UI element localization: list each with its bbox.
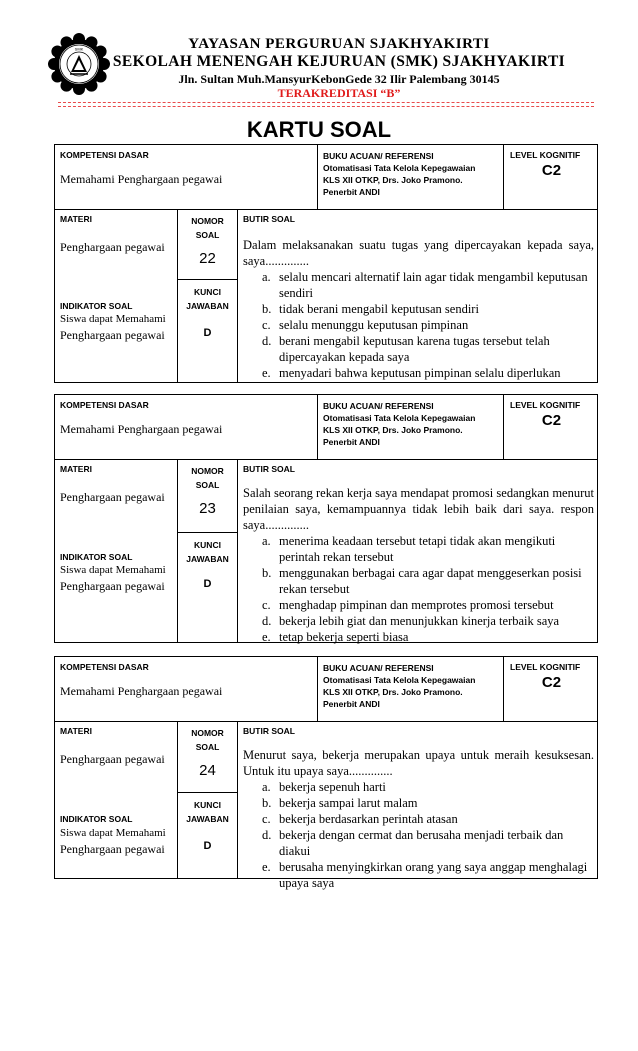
option-text: berusaha menyingkirkan orang yang saya anggap menghalagi upaya saya	[279, 860, 588, 890]
referensi-line: Penerbit ANDI	[323, 699, 380, 709]
kunci-jawaban-value: D	[203, 578, 212, 590]
option-letter: c.	[262, 812, 271, 826]
option-letter: c.	[262, 318, 271, 332]
level-kognitif-value: C2	[541, 674, 562, 691]
level-kognitif-value: C2	[541, 412, 562, 429]
kompetensi-dasar-label: KOMPETENSI DASAR	[60, 662, 149, 672]
answer-options	[262, 533, 594, 645]
nomor-label-line: SOAL	[195, 230, 220, 240]
materi-value: Penghargaan pegawai	[60, 490, 165, 504]
level-kognitif-value: C2	[541, 162, 562, 179]
option-text: menerima keadaan tersebut tetapi tidak akan mengikuti perintah rekan tersebut	[279, 534, 556, 564]
referensi	[323, 400, 475, 448]
header-divider	[58, 102, 594, 103]
nomor-label-line: SOAL	[195, 742, 220, 752]
butir-soal-label: BUTIR SOAL	[243, 214, 295, 224]
question-card	[54, 144, 598, 383]
materi-value: Penghargaan pegawai	[60, 240, 165, 254]
option-text: bekerja dengan cermat dan berusaha menjadi terbaik dan diakui	[279, 828, 564, 858]
materi-label: MATERI	[60, 464, 92, 474]
school-address: Jln. Sultan Muh.MansyurKebonGede 32 Ilir Palembang 30145	[178, 72, 500, 86]
kunci-jawaban-label	[178, 285, 237, 313]
indikator-line: Penghargaan pegawai	[60, 579, 165, 593]
referensi-line: Otomatisasi Tata Kelola Kepegawaian	[323, 163, 476, 173]
nomor-label-line: SOAL	[195, 480, 220, 490]
accreditation: TERAKREDITASI “B”	[277, 86, 401, 100]
referensi-line: KLS XII OTKP, Drs. Joko Pramono.	[323, 175, 463, 185]
kunci-label-line: JAWABAN	[186, 301, 229, 311]
answer-option	[262, 827, 594, 859]
referensi-line: Otomatisasi Tata Kelola Kepegawaian	[323, 675, 476, 685]
materi-label: MATERI	[60, 726, 92, 736]
kunci-jawaban-label	[178, 538, 237, 566]
nomor-soal-label	[178, 214, 237, 242]
referensi-label: BUKU ACUAN/ REFERENSI	[323, 151, 434, 161]
option-text: menghadap pimpinan dan memprotes promosi tersebut	[279, 598, 554, 612]
option-text: bekerja sampai larut malam	[279, 796, 418, 810]
cell-divider	[178, 279, 237, 280]
kompetensi-dasar-value: Memahami Penghargaan pegawai	[60, 422, 223, 436]
option-letter: b.	[262, 566, 272, 580]
option-letter: c.	[262, 598, 271, 612]
kompetensi-dasar-value: Memahami Penghargaan pegawai	[60, 684, 223, 698]
indikator-label: INDIKATOR SOAL	[60, 814, 133, 824]
option-letter: a.	[262, 270, 271, 284]
answer-option	[262, 597, 594, 613]
kunci-jawaban-value: D	[203, 840, 212, 852]
indikator-line: Siswa dapat Memahami	[60, 313, 166, 325]
option-text: bekerja berdasarkan perintah atasan	[279, 812, 458, 826]
answer-option	[262, 859, 594, 891]
school-name: SEKOLAH MENENGAH KEJURUAN (SMK) SJAKHYAKIRTI	[112, 53, 566, 70]
referensi-line: KLS XII OTKP, Drs. Joko Pramono.	[323, 687, 463, 697]
option-letter: e.	[262, 366, 271, 380]
option-text: selalu menunggu keputusan pimpinan	[279, 318, 469, 332]
option-text: menggunakan berbagai cara agar dapat menggeserkan posisi rekan tersebut	[279, 566, 582, 596]
butir-soal-label: BUTIR SOAL	[243, 464, 295, 474]
kunci-jawaban-label	[178, 798, 237, 826]
materi-label: MATERI	[60, 214, 92, 224]
header-divider	[58, 106, 594, 107]
level-kognitif-label: LEVEL KOGNITIF	[510, 400, 581, 410]
option-text: selalu mencari alternatif lain agar tidak mengambil keputusan sendiri	[279, 270, 588, 300]
question-stem: Salah seorang rekan kerja saya mendapat promosi sedangkan menurut penilaian saya, kemampuannya tidak lebih baik dari saya. respon saya..............	[243, 486, 594, 532]
option-text: berani mengabil keputusan karena tugas tersebut telah dipercayakan kepada saya	[279, 334, 550, 364]
option-text: tidak berani mengabil keputusan sendiri	[279, 302, 479, 316]
answer-option	[262, 565, 594, 597]
kunci-label-line: KUNCI	[194, 800, 221, 810]
svg-text:SMK: SMK	[74, 46, 84, 52]
kompetensi-dasar-label: KOMPETENSI DASAR	[60, 150, 149, 160]
nomor-soal-value: 22	[199, 250, 216, 267]
kompetensi-dasar-label: KOMPETENSI DASAR	[60, 400, 149, 410]
referensi-line: Penerbit ANDI	[323, 187, 380, 197]
option-letter: e.	[262, 630, 271, 644]
answer-option	[262, 629, 594, 645]
option-letter: a.	[262, 534, 271, 548]
indikator-line: Penghargaan pegawai	[60, 842, 165, 856]
nomor-soal-label	[178, 726, 237, 754]
card-header-row	[55, 657, 597, 722]
question-stem: Menurut saya, bekerja merupakan upaya untuk meraih kesuksesan. Untuk itu upaya saya..............	[243, 748, 594, 778]
level-kognitif-label: LEVEL KOGNITIF	[510, 662, 581, 672]
butir-soal-label: BUTIR SOAL	[243, 726, 295, 736]
card-header-row	[55, 395, 597, 460]
indikator-line: Siswa dapat Memahami	[60, 564, 166, 576]
referensi	[323, 662, 475, 710]
answer-option	[262, 365, 594, 381]
card-body-row	[55, 210, 597, 382]
option-letter: a.	[262, 780, 271, 794]
referensi-line: Otomatisasi Tata Kelola Kepegawaian	[323, 413, 476, 423]
page-title: KARTU SOAL	[246, 117, 392, 142]
card-body-row	[55, 460, 597, 642]
option-text: bekerja sepenuh harti	[279, 780, 386, 794]
answer-option	[262, 333, 594, 365]
indikator-line: Penghargaan pegawai	[60, 328, 165, 342]
option-text: bekerja lebih giat dan menunjukkan kinerja terbaik saya	[279, 614, 560, 628]
kunci-label-line: JAWABAN	[186, 554, 229, 564]
option-letter: d.	[262, 614, 272, 628]
option-text: menyadari bahwa keputusan pimpinan selalu diperlukan	[279, 366, 561, 380]
kunci-label-line: JAWABAN	[186, 814, 229, 824]
answer-options	[262, 779, 594, 891]
option-letter: b.	[262, 302, 272, 316]
nomor-soal-label	[178, 464, 237, 492]
answer-option	[262, 301, 594, 317]
nomor-label-line: NOMOR	[191, 216, 224, 226]
option-letter: d.	[262, 828, 272, 842]
question-card	[54, 394, 598, 643]
referensi	[323, 150, 475, 198]
nomor-soal-value: 24	[199, 762, 216, 779]
level-kognitif-label: LEVEL KOGNITIF	[510, 150, 581, 160]
indikator-label: INDIKATOR SOAL	[60, 301, 133, 311]
question-stem: Dalam melaksanakan suatu tugas yang dipercayakan kepada saya, saya..............	[243, 238, 594, 268]
referensi-line: KLS XII OTKP, Drs. Joko Pramono.	[323, 425, 463, 435]
option-text: tetap bekerja seperti biasa	[279, 630, 409, 644]
materi-value: Penghargaan pegawai	[60, 752, 165, 766]
nomor-label-line: NOMOR	[191, 466, 224, 476]
answer-option	[262, 811, 594, 827]
answer-option	[262, 795, 594, 811]
question-card	[54, 656, 598, 890]
card-header-row	[55, 145, 597, 210]
referensi-line: Penerbit ANDI	[323, 437, 380, 447]
option-letter: d.	[262, 334, 272, 348]
card-body-row	[55, 722, 597, 890]
answer-option	[262, 779, 594, 795]
kunci-label-line: KUNCI	[194, 540, 221, 550]
kompetensi-dasar-value: Memahami Penghargaan pegawai	[60, 172, 223, 186]
nomor-soal-value: 23	[199, 500, 216, 517]
cell-divider	[178, 792, 237, 793]
answer-options	[262, 269, 594, 381]
option-letter: e.	[262, 860, 271, 874]
indikator-label: INDIKATOR SOAL	[60, 552, 133, 562]
answer-option	[262, 613, 594, 629]
kunci-label-line: KUNCI	[194, 287, 221, 297]
option-letter: b.	[262, 796, 272, 810]
answer-option	[262, 317, 594, 333]
foundation-name: YAYASAN PERGURUAN SJAKHYAKIRTI	[188, 36, 490, 52]
kunci-jawaban-value: D	[203, 327, 212, 339]
nomor-label-line: NOMOR	[191, 728, 224, 738]
answer-option	[262, 533, 594, 565]
referensi-label: BUKU ACUAN/ REFERENSI	[323, 663, 434, 673]
cell-divider	[178, 532, 237, 533]
indikator-line: Siswa dapat Memahami	[60, 827, 166, 839]
answer-option	[262, 269, 594, 301]
referensi-label: BUKU ACUAN/ REFERENSI	[323, 401, 434, 411]
